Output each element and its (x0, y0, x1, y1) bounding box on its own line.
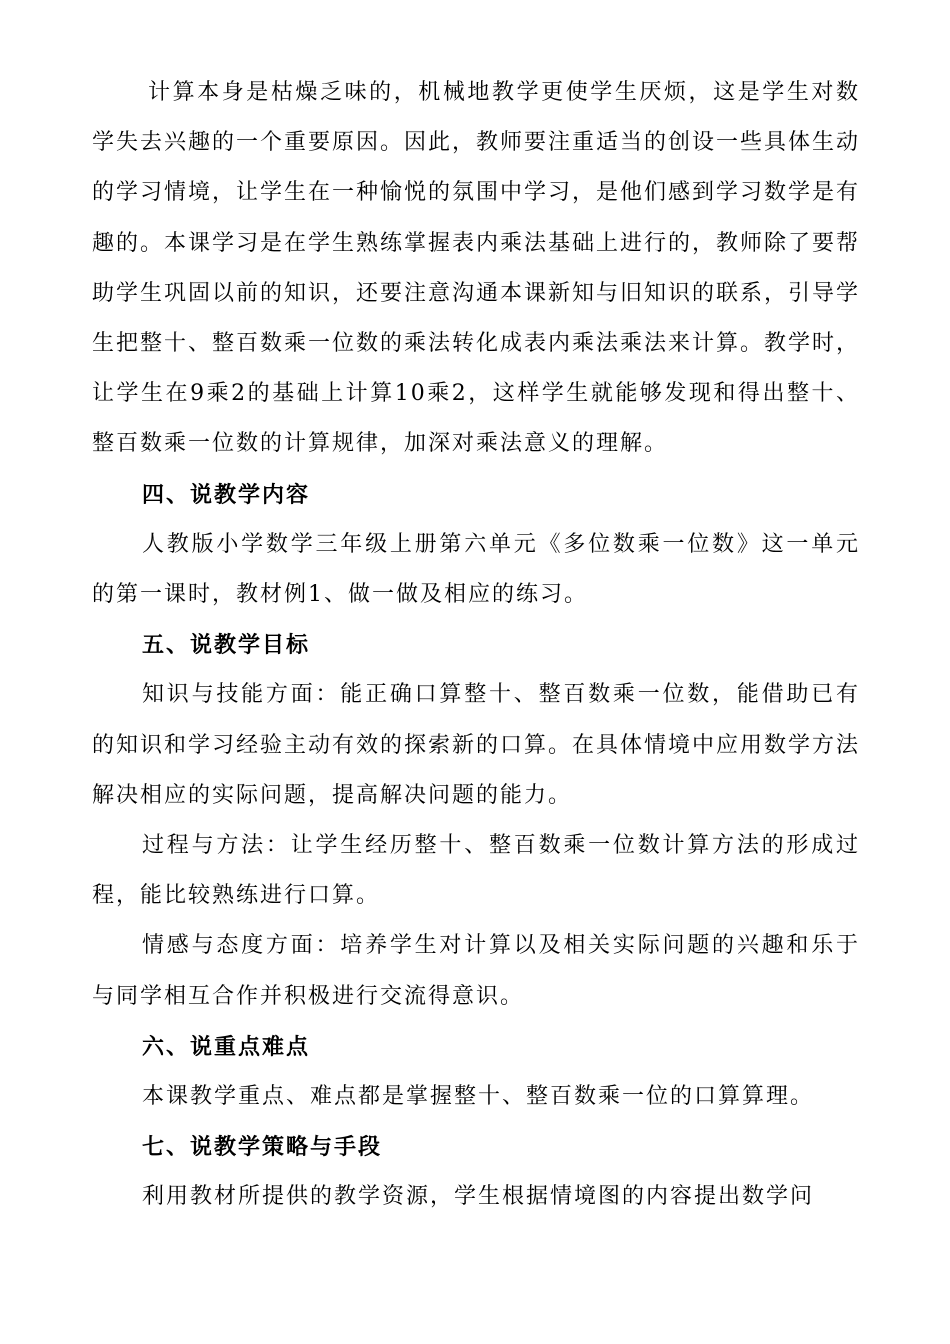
heading-teaching-content: 四、说教学内容 (142, 481, 311, 508)
paragraph-teaching-strategy: 利用教材所提供的教学资源，学生根据情境图的内容提出数学问 (142, 1184, 815, 1210)
heading-teaching-goals: 五、说教学目标 (142, 632, 311, 659)
heading-key-difficulties: 六、说重点难点 (142, 1033, 311, 1060)
paragraph-knowledge-skills: 知识与技能方面：能正确口算整十、整百数乘一位数，能借助已有的知识和学习经验主动有效的探索新的口算。在具体情境中应用数学方法解决相应的实际问题，提高解决问题的能力。 (92, 682, 861, 808)
paragraph-emotion-attitude: 情感与态度方面：培养学生对计算以及相关实际问题的兴趣和乐于与同学相互合作并积极进行交流得意识。 (92, 933, 860, 1009)
document-page (92, 68, 860, 1223)
heading-teaching-strategy: 七、说教学策略与手段 (142, 1134, 383, 1161)
paragraph-teaching-content: 人教版小学数学三年级上册第六单元《多位数乘一位数》这一单元的第一课时，教材例1、做一做及相应的练习。 (92, 531, 860, 608)
paragraph-key-difficulties: 本课教学重点、难点都是掌握整十、整百数乘一位的口算算理。 (142, 1084, 815, 1110)
paragraph-process-method: 过程与方法：让学生经历整十、整百数乘一位数计算方法的形成过程，能比较熟练进行口算。 (92, 833, 860, 909)
paragraph-calculation-interest: 计算本身是枯燥乏味的，机械地教学更使学生厌烦，这是学生对数学失去兴趣的一个重要原因。因此，教师要注重适当的创设一些具体生动的学习情境，让学生在一种愉悦的氛围中学习，是他们感到学习数学是有趣的。本课学习是在学生熟练掌握表内乘法基础上进行的，教师除了要帮助学生巩固以前的知识，还要注意沟通本课新知与旧知识的联系，引导学生把整十、整百数乘一位数的乘法转化成表内乘法乘法来计算。教学时，让学生在9乘2的基础上计算10乘2，这样学生就能够发现和得出整十、整百数乘一位数的计算规律，加深对乘法意义的理解。 (92, 80, 861, 457)
